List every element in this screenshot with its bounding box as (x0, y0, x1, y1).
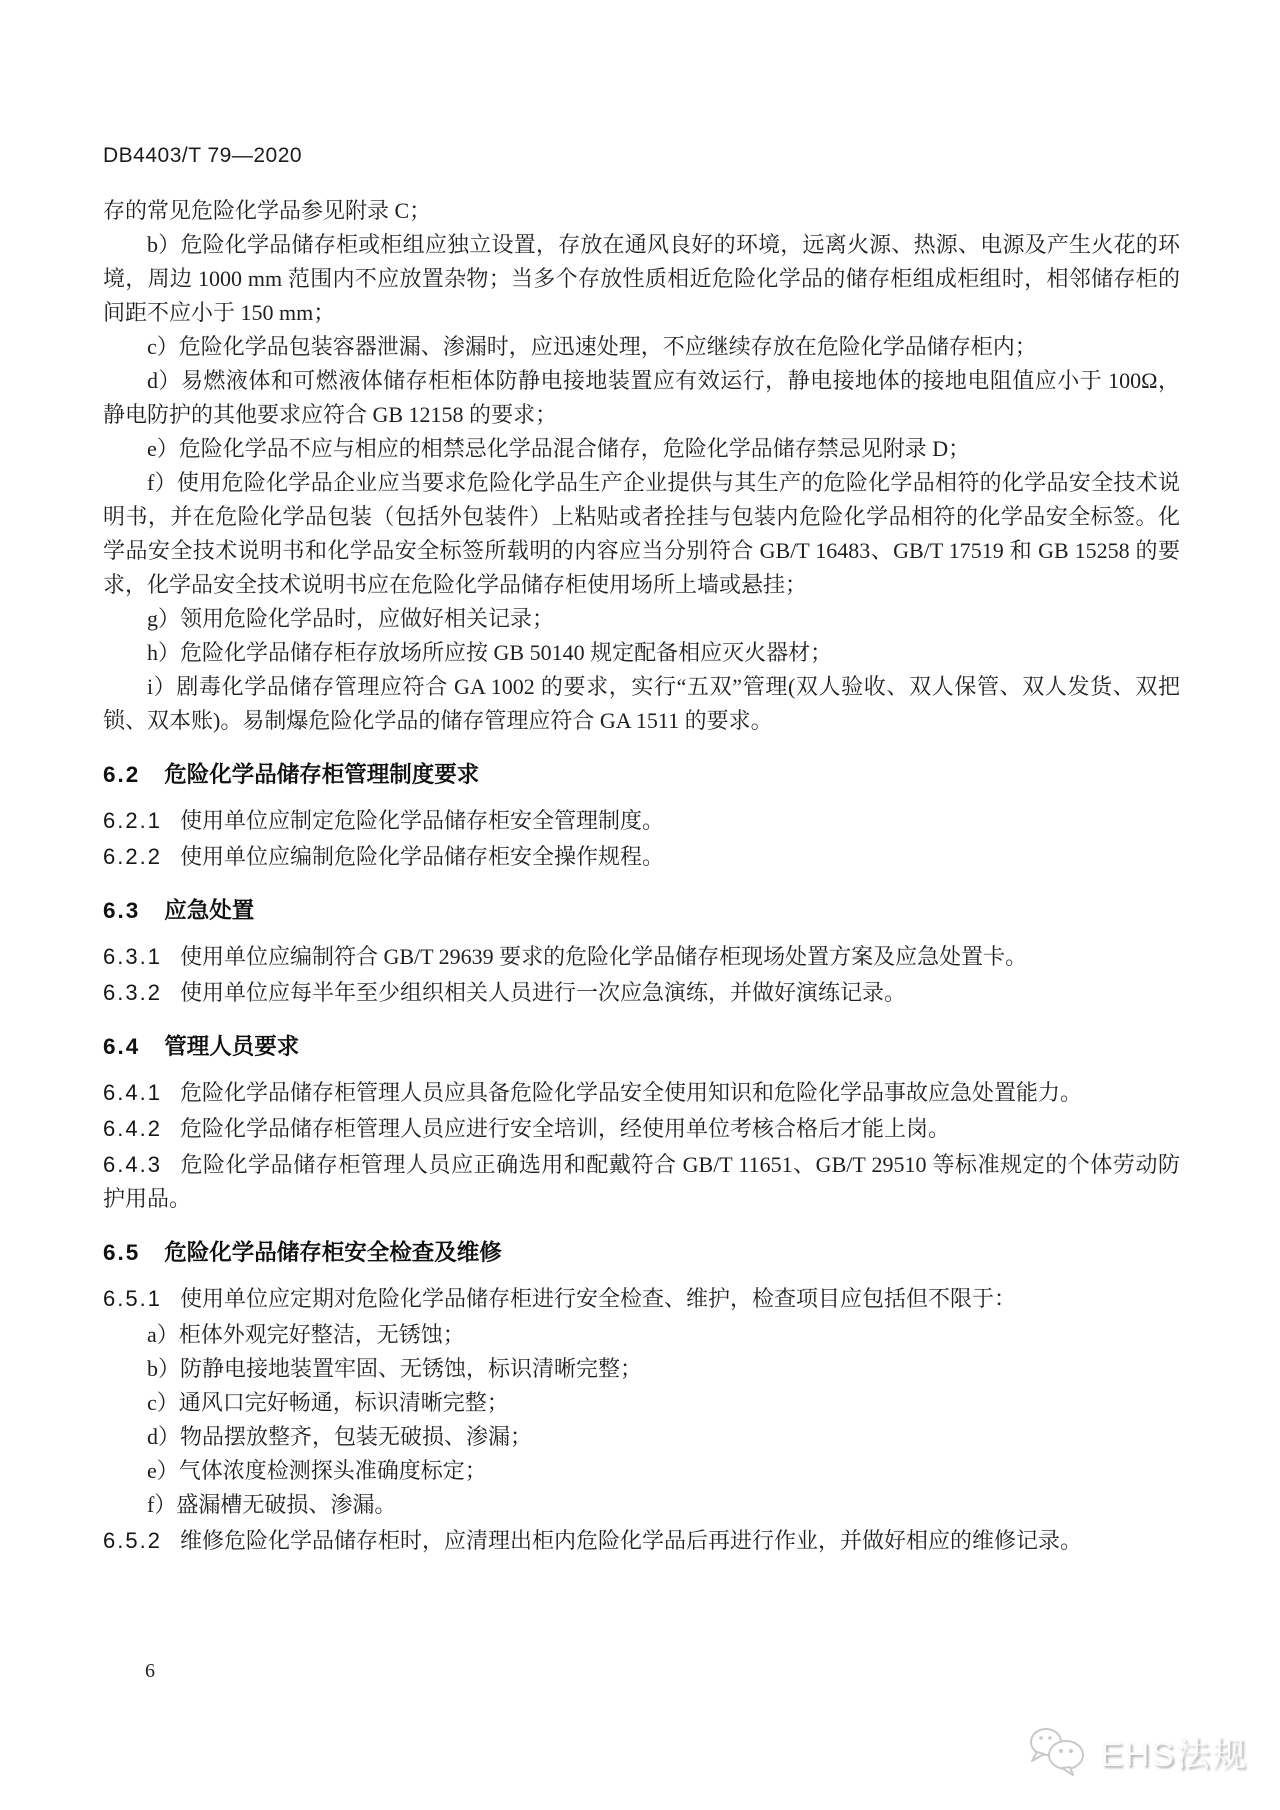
clause-text: 使用单位应每半年至少组织相关人员进行一次应急演练，并做好演练记录。 (179, 980, 906, 1005)
list-item-text: 危险化学品储存柜或柜组应独立设置，存放在通风良好的环境，远离火源、热源、电源及产生火花的环境，周边 1000 mm 范围内不应放置杂物；当多个存放性质相近危险化学品的储存柜组成柜组时，相邻储存柜的间距不应小于 150 mm； (103, 232, 1180, 325)
continuation-paragraph (103, 194, 1180, 228)
section-heading-6-3 (103, 894, 1180, 928)
check-item-f (103, 1488, 1180, 1522)
section-title: 危险化学品储存柜管理制度要求 (164, 762, 480, 787)
watermark-text: EHS法规 (1100, 1735, 1248, 1774)
check-item-label: f） (147, 1492, 177, 1517)
clause-text: 使用单位应制定危险化学品储存柜安全管理制度。 (179, 808, 664, 833)
list-item-label: f） (147, 470, 177, 495)
section-heading-6-4 (103, 1030, 1180, 1064)
list-item-label: i） (147, 674, 177, 699)
list-item-label: e） (147, 436, 179, 461)
clause-6-4-1 (103, 1076, 1180, 1110)
list-item-label: d） (147, 368, 181, 393)
section-heading-6-2 (103, 758, 1180, 792)
check-item-text: 通风口完好畅通，标识清晰完整； (178, 1390, 509, 1415)
check-item-b (103, 1352, 1180, 1386)
list-item-text: 危险化学品包装容器泄漏、渗漏时，应迅速处理，不应继续存放在危险化学品储存柜内； (178, 334, 1037, 359)
list-item-f (103, 466, 1180, 602)
clause-6-4-3 (103, 1148, 1180, 1216)
section-title: 危险化学品储存柜安全检查及维修 (164, 1240, 502, 1265)
list-item-text: 危险化学品不应与相应的相禁忌化学品混合储存，危险化学品储存禁忌见附录 D； (178, 436, 971, 461)
list-item-label: h） (147, 640, 181, 665)
document-body (103, 194, 1180, 1558)
wechat-icon (1024, 1726, 1090, 1776)
check-item-label: d） (147, 1424, 181, 1449)
clause-6-2-1 (103, 804, 1180, 838)
page-number: 6 (145, 1660, 155, 1682)
list-item-e (103, 432, 1180, 466)
section-number: 6.2 (103, 762, 141, 787)
check-item-label: c） (147, 1390, 179, 1415)
list-item-label: g） (147, 606, 181, 631)
clause-number: 6.4.2 (103, 1116, 162, 1141)
list-item-g (103, 602, 1180, 636)
clause-6-4-2 (103, 1112, 1180, 1146)
section-number: 6.5 (103, 1240, 141, 1265)
check-item-e (103, 1454, 1180, 1488)
clause-text: 危险化学品储存柜管理人员应正确选用和配戴符合 GB/T 11651、GB/T 29510 等标准规定的个体劳动防护用品。 (103, 1152, 1180, 1211)
section-heading-6-5 (103, 1236, 1180, 1270)
list-item-text: 危险化学品储存柜存放场所应按 GB 50140 规定配备相应灭火器材； (180, 640, 833, 665)
check-item-a (103, 1318, 1180, 1352)
section-number: 6.3 (103, 898, 141, 923)
paragraph-text: 存的常见危险化学品参见附录 C； (103, 198, 432, 223)
list-item-b (103, 228, 1180, 330)
list-item-text: 易燃液体和可燃液体储存柜柜体防静电接地装置应有效运行，静电接地体的接地电阻值应小于 100Ω，静电防护的其他要求应符合 GB 12158 的要求； (103, 368, 1180, 427)
list-item-i (103, 670, 1180, 738)
clause-6-5-1 (103, 1282, 1180, 1316)
standard-number: DB4403/T 79—2020 (103, 144, 303, 167)
clause-number: 6.4.1 (103, 1080, 162, 1105)
clause-number: 6.5.1 (103, 1286, 162, 1311)
clause-number: 6.4.3 (103, 1152, 162, 1177)
clause-6-3-1 (103, 940, 1180, 974)
clause-text: 危险化学品储存柜管理人员应进行安全培训，经使用单位考核合格后才能上岗。 (179, 1116, 950, 1141)
clause-number: 6.5.2 (103, 1528, 162, 1553)
clause-number: 6.2.2 (103, 844, 162, 869)
check-item-label: a） (147, 1322, 179, 1347)
list-item-text: 剧毒化学品储存管理应符合 GA 1002 的要求，实行“五双”管理(双人验收、双人保管、双人发货、双把锁、双本账)。易制爆危险化学品的储存管理应符合 GA 1511 的要求。 (103, 674, 1180, 733)
check-item-text: 气体浓度检测探头准确度标定； (178, 1458, 487, 1483)
check-item-text: 盛漏槽无破损、渗漏。 (176, 1492, 397, 1517)
section-title: 管理人员要求 (164, 1034, 300, 1059)
watermark (1024, 1726, 1248, 1776)
check-item-text: 防静电接地装置牢固、无锈蚀，标识清晰完整； (180, 1356, 643, 1381)
list-item-label: b） (147, 232, 181, 257)
clause-text: 使用单位应定期对危险化学品储存柜进行安全检查、维护，检查项目应包括但不限于： (179, 1286, 1016, 1311)
check-item-c (103, 1386, 1180, 1420)
clause-number: 6.3.1 (103, 944, 162, 969)
list-item-text: 使用危险化学品企业应当要求危险化学品生产企业提供与其生产的危险化学品相符的化学品安全技术说明书，并在危险化学品包装（包括外包装件）上粘贴或者拴挂与包装内危险化学品相符的化学品安全标签。化学品安全技术说明书和化学品安全标签所载明的内容应当分别符合 GB/T 16483、GB/T 17519 和 GB 15258 的要求，化学品安全技术说明书应在危险化学品储存柜使用场所上墙或悬挂； (103, 470, 1180, 597)
list-item-text: 领用危险化学品时，应做好相关记录； (180, 606, 555, 631)
clause-6-2-2 (103, 840, 1180, 874)
clause-text: 危险化学品储存柜管理人员应具备危险化学品安全使用知识和危险化学品事故应急处置能力。 (179, 1080, 1082, 1105)
clause-number: 6.3.2 (103, 980, 162, 1005)
clause-number: 6.2.1 (103, 808, 162, 833)
check-item-text: 柜体外观完好整洁，无锈蚀； (178, 1322, 465, 1347)
list-item-c (103, 330, 1180, 364)
clause-6-3-2 (103, 976, 1180, 1010)
list-item-d (103, 364, 1180, 432)
check-item-label: b） (147, 1356, 181, 1381)
list-item-label: c） (147, 334, 179, 359)
section-title: 应急处置 (164, 898, 255, 923)
clause-text: 使用单位应编制符合 GB/T 29639 要求的危险化学品储存柜现场处置方案及应急处置卡。 (179, 944, 1028, 969)
check-item-label: e） (147, 1458, 179, 1483)
check-item-d (103, 1420, 1180, 1454)
clause-text: 维修危险化学品储存柜时，应清理出柜内危险化学品后再进行作业，并做好相应的维修记录。 (179, 1528, 1082, 1553)
clause-text: 使用单位应编制危险化学品储存柜安全操作规程。 (179, 844, 664, 869)
section-number: 6.4 (103, 1034, 141, 1059)
check-item-text: 物品摆放整齐，包装无破损、渗漏； (180, 1424, 533, 1449)
clause-6-5-2 (103, 1524, 1180, 1558)
list-item-h (103, 636, 1180, 670)
